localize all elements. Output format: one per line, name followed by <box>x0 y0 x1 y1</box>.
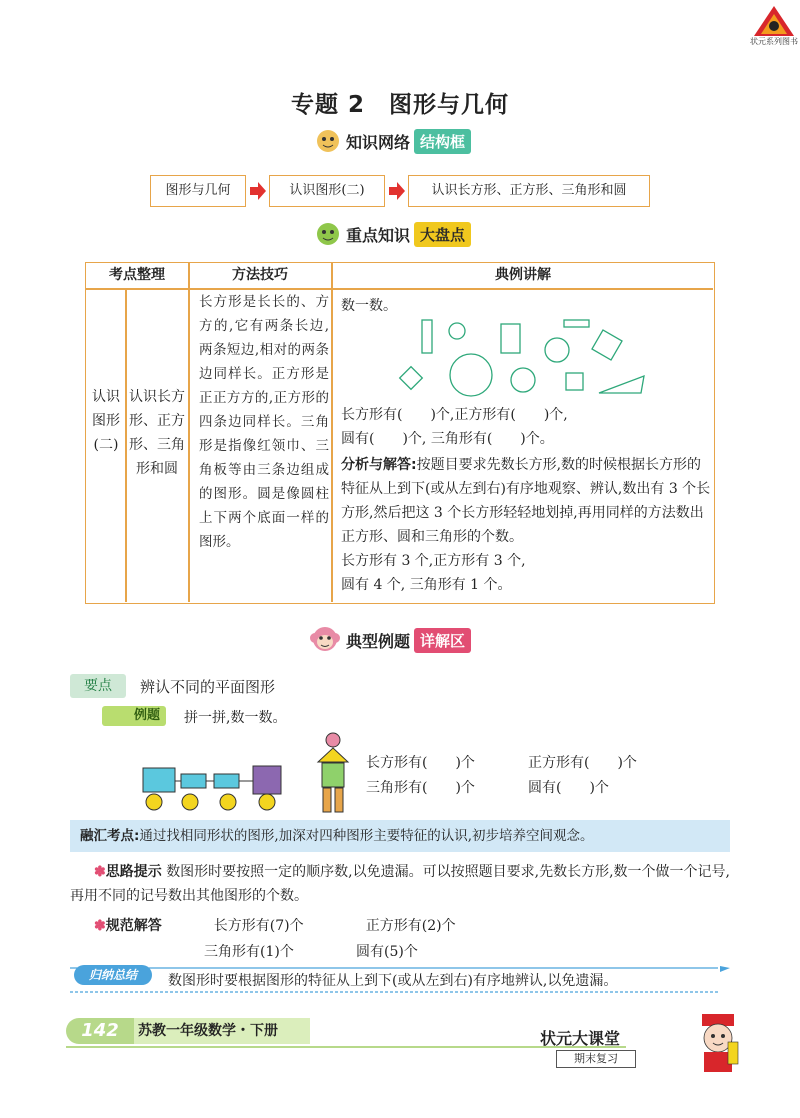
example-explanation <box>341 403 711 597</box>
answer-rectangle: 长方形有(7)个 <box>213 918 304 934</box>
solution-block <box>70 860 730 964</box>
example-tag: 例题 <box>102 706 166 726</box>
answer-circle: 圆有(5)个 <box>356 944 418 960</box>
method-cell: 长方形是长长的、方方的,它有两条长边,两条短边,相对的两条边同样长。正方形是正正方方的,正方形的四条边同样长。三角形是指像红领巾、三角板等由三条边组成的图形。圆是像圆柱上下两个底面一样的图形。 <box>199 294 329 550</box>
exam-point-label: 融汇考点: <box>80 828 140 844</box>
answer-label: 规范解答 <box>105 918 162 934</box>
shapes-figure <box>391 318 646 403</box>
section-title: 典型例题 <box>346 631 411 651</box>
answer-square: 正方形有(2)个 <box>365 918 456 934</box>
arrow-right-icon <box>389 181 405 201</box>
book-title: 苏教一年级数学・下册 <box>138 1023 278 1039</box>
section-title: 知识网络 <box>346 132 411 152</box>
rectangle-shape <box>214 774 239 788</box>
subtopic-cell: 认识长方形、正方形、三角形和圆 <box>129 389 185 477</box>
topic-cell: 认识图形(二) <box>92 389 120 453</box>
table-header: 考点整理 <box>109 267 165 283</box>
analysis-label: 分析与解答: <box>341 457 417 473</box>
example-prompt: 数一数。 <box>341 298 397 314</box>
circle-shape <box>259 794 275 810</box>
answer-line: 圆有 4 个, 三角形有 1 个。 <box>341 577 512 593</box>
flower-icon: ✽ <box>94 864 106 880</box>
section-tag: 大盘点 <box>414 222 471 247</box>
question-rectangle-count: 长方形有( )个 <box>366 755 475 771</box>
rectangle-shape <box>501 324 520 353</box>
summary-tag: 归纳总结 <box>74 965 152 985</box>
arrow-right-icon <box>250 181 266 201</box>
section-tag: 详解区 <box>414 628 471 653</box>
rectangle-shape <box>323 788 331 812</box>
rectangle-shape <box>422 320 432 353</box>
mascot-boy-icon <box>688 1012 748 1074</box>
answer-triangle: 三角形有(1)个 <box>204 944 294 960</box>
square-shape <box>592 330 622 360</box>
key-point-tag: 要点 <box>70 674 126 698</box>
blank-line: 长方形有( )个,正方形有( )个, <box>341 407 568 423</box>
knowledge-table <box>85 262 715 604</box>
rectangle-shape <box>181 774 206 788</box>
triangle-shape <box>318 748 348 762</box>
page-number: 142 <box>66 1018 134 1044</box>
brand-sub: 期末复习 <box>556 1050 636 1068</box>
section-tag: 结构框 <box>414 129 471 154</box>
square-shape <box>400 367 423 390</box>
triangle-shape <box>599 376 644 393</box>
flower-icon: ✽ <box>94 918 106 934</box>
square-shape <box>322 763 344 787</box>
question-triangle-count: 三角形有( )个 <box>366 780 475 796</box>
section-header-key-knowledge <box>314 219 471 249</box>
exam-point-bar <box>70 820 730 852</box>
square-shape <box>566 373 583 390</box>
table-header: 典例讲解 <box>495 267 551 283</box>
section-title: 重点知识 <box>346 225 411 245</box>
train-figure <box>138 732 358 817</box>
example-text: 拼一拼,数一数。 <box>184 710 287 726</box>
square-shape <box>253 766 281 794</box>
mascot-icon <box>314 220 342 248</box>
page-title: 专题 2 图形与几何 <box>290 92 509 118</box>
tips-label: 思路提示 <box>105 864 162 880</box>
circle-shape <box>146 794 162 810</box>
analysis-text: 按题目要求先数长方形,数的时候根据长方形的特征从上到下(或从左到右)有序地观察、辨认,数出有 3 个长方形,然后把这 3 个长方形轻轻地划掉,再用同样的方法数出正方形、圆和三角形的个数。 <box>341 457 711 545</box>
circle-shape <box>182 794 198 810</box>
flow-box-1: 图形与几何 <box>150 175 246 207</box>
section-header-knowledge-network <box>314 126 471 156</box>
flow-box-2: 认识图形(二) <box>269 175 385 207</box>
circle-shape <box>326 733 340 747</box>
circle-shape <box>220 794 236 810</box>
circle-shape <box>449 323 465 339</box>
section-header-typical-examples <box>308 622 471 658</box>
table-header: 方法技巧 <box>232 267 288 283</box>
question-circle-count: 圆有( )个 <box>528 780 609 796</box>
answer-line: 长方形有 3 个,正方形有 3 个, <box>341 553 526 569</box>
tips-text: 数图形时要按照一定的顺序数,以免遗漏。可以按照题目要求,先数长方形,数一个做一个记号,再用不同的记号数出其他图形的个数。 <box>70 864 730 904</box>
monkey-mascot-icon <box>308 623 342 657</box>
circle-shape <box>545 338 569 362</box>
summary-text: 数图形时要根据图形的特征从上到下(或从左到右)有序地辨认,以免遗漏。 <box>168 973 618 989</box>
rectangle-shape <box>143 768 175 792</box>
circle-shape <box>450 354 492 396</box>
flow-box-3: 认识长方形、正方形、三角形和圆 <box>408 175 650 207</box>
brand-name: 状元大课堂 <box>540 1029 621 1048</box>
rectangle-shape <box>564 320 589 327</box>
question-square-count: 正方形有( )个 <box>528 755 637 771</box>
logo-text: 状元系列图书 <box>750 37 798 46</box>
mascot-icon <box>314 127 342 155</box>
circle-shape <box>511 368 535 392</box>
key-point-text: 辨认不同的平面图形 <box>140 678 276 696</box>
blank-line: 圆有( )个, 三角形有( )个。 <box>341 431 554 447</box>
rectangle-shape <box>335 788 343 812</box>
exam-point-text: 通过找相同形状的图形,加深对四种图形主要特征的认识,初步培养空间观念。 <box>139 828 594 844</box>
